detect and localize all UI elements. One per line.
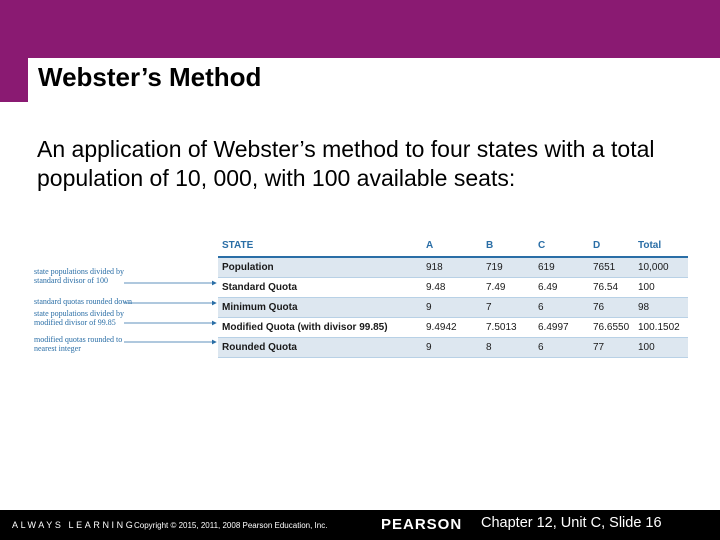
cell-b: 7 — [486, 302, 492, 313]
header-b: B — [486, 240, 494, 251]
table-row — [218, 258, 688, 278]
cell-d: 76 — [593, 302, 605, 313]
row-label: Population — [222, 262, 274, 273]
cell-d: 7651 — [593, 262, 616, 273]
table-row — [218, 278, 688, 298]
table-row — [218, 338, 688, 358]
cell-b: 7.49 — [486, 282, 506, 293]
cell-b: 7.5013 — [486, 322, 517, 333]
cell-c: 6 — [538, 342, 544, 353]
table-row — [218, 318, 688, 338]
cell-total: 100 — [638, 342, 655, 353]
footer-bar — [0, 510, 720, 540]
cell-b: 8 — [486, 342, 492, 353]
cell-a: 918 — [426, 262, 443, 273]
cell-c: 6.4997 — [538, 322, 569, 333]
cell-c: 619 — [538, 262, 555, 273]
row-label: Rounded Quota — [222, 342, 297, 353]
annotation-modified-quota: state populations divided by modified divisor of 99.85 — [34, 309, 124, 327]
header-total: Total — [638, 240, 662, 251]
row-label: Minimum Quota — [222, 302, 298, 313]
header-d: D — [593, 240, 601, 251]
intro-text: An application of Webster’s method to four states with a total population of 10, 000, with 100 available seats: — [37, 136, 655, 191]
webster-table — [218, 236, 688, 358]
cell-a: 9.4942 — [426, 322, 457, 333]
row-label: Standard Quota — [222, 282, 298, 293]
cell-a: 9 — [426, 342, 432, 353]
cell-d: 76.6550 — [593, 322, 630, 333]
cell-total: 100.1502 — [638, 322, 680, 333]
slide-title: Webster’s Method — [38, 62, 262, 92]
header-a: A — [426, 240, 434, 251]
cell-c: 6 — [538, 302, 544, 313]
header-state: STATE — [222, 240, 254, 251]
cell-a: 9.48 — [426, 282, 446, 293]
cell-a: 9 — [426, 302, 432, 313]
cell-b: 719 — [486, 262, 503, 273]
row-label: Modified Quota (with divisor 99.85) — [222, 322, 388, 333]
table-header-row — [218, 236, 688, 258]
copyright-text: Copyright © 2015, 2011, 2008 Pearson Education, Inc. — [134, 521, 328, 530]
footer-tagline: ALWAYS LEARNING — [12, 520, 136, 530]
cell-c: 6.49 — [538, 282, 558, 293]
brand-logo: PEARSON — [381, 516, 463, 533]
cell-d: 77 — [593, 342, 605, 353]
cell-total: 100 — [638, 282, 655, 293]
annotation-rounded-quota: modified quotas rounded to nearest integer — [34, 335, 123, 353]
cell-d: 76.54 — [593, 282, 619, 293]
annotation-minimum-quota: standard quotas rounded down — [34, 297, 132, 306]
cell-total: 10,000 — [638, 262, 669, 273]
slide-label: Chapter 12, Unit C, Slide 16 — [481, 515, 662, 531]
header-c: C — [538, 240, 546, 251]
cell-total: 98 — [638, 302, 650, 313]
annotation-standard-quota: state populations divided by standard divisor of 100 — [34, 267, 124, 285]
table-row — [218, 298, 688, 318]
